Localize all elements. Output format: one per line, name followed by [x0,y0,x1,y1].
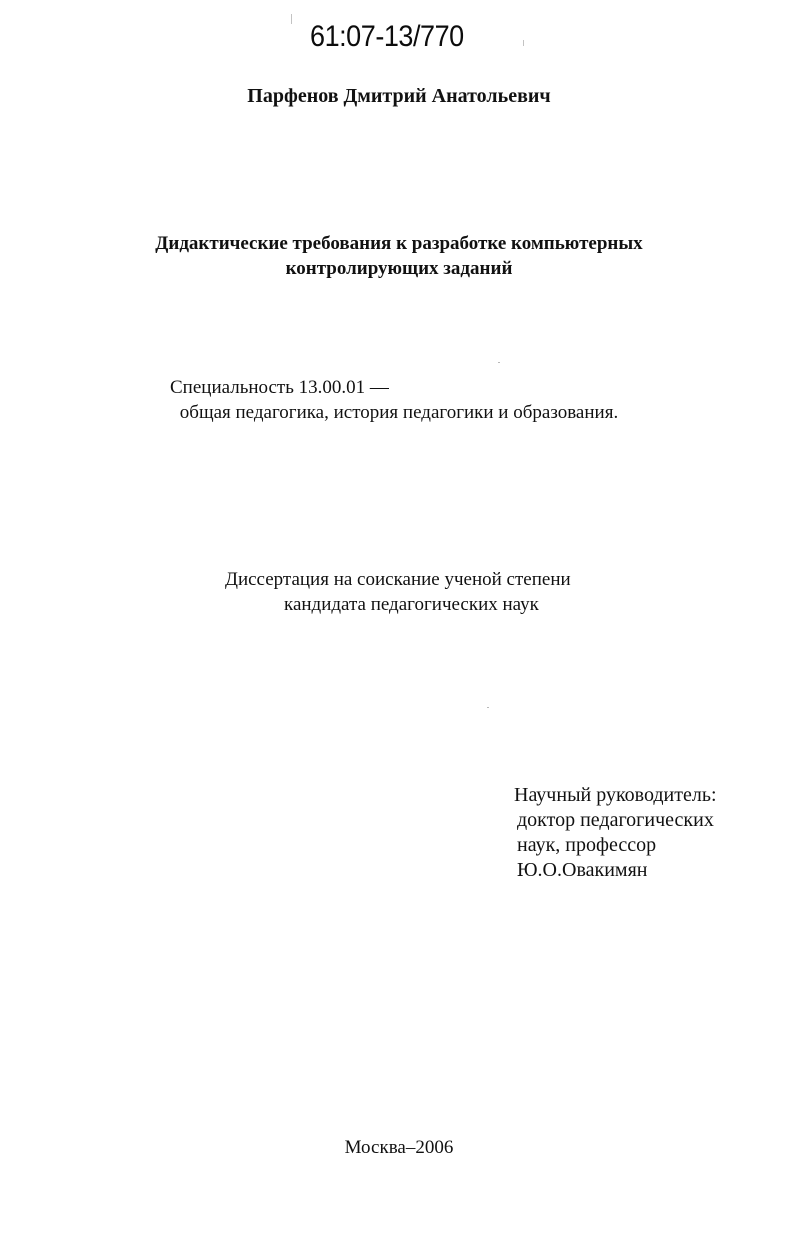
supervisor-label: Научный руководитель: [514,784,717,806]
title-line-2: контролирующих заданий [285,258,513,279]
specialty-line-1: Специальность 13.00.01 — [170,377,389,398]
dissertation-title [0,231,798,281]
specialty-block [0,375,798,425]
specialty-line-2: общая педагогика, история педагогики и образования. [179,402,619,423]
scan-speck [291,14,292,24]
degree-line-2: кандидата педагогических наук [284,594,539,615]
author-name: Парфенов Дмитрий Анатольевич [247,85,551,107]
scan-speck [523,40,524,46]
supervisor-name: Ю.О.Овакимян [517,859,648,881]
degree-line-1: Диссертация на соискание ученой степени [225,569,571,590]
place-and-year: Москва–2006 [344,1137,454,1158]
supervisor-degree: доктор педагогических [517,809,714,831]
archive-stamp: 61:07-13/770 [310,20,464,53]
degree-block [0,567,798,617]
scan-speck [498,362,500,363]
supervisor-title: наук, профессор [517,834,657,856]
scan-speck [487,707,489,708]
supervisor-block [514,783,717,883]
title-line-1: Дидактические требования к разработке компьютерных [155,233,643,254]
